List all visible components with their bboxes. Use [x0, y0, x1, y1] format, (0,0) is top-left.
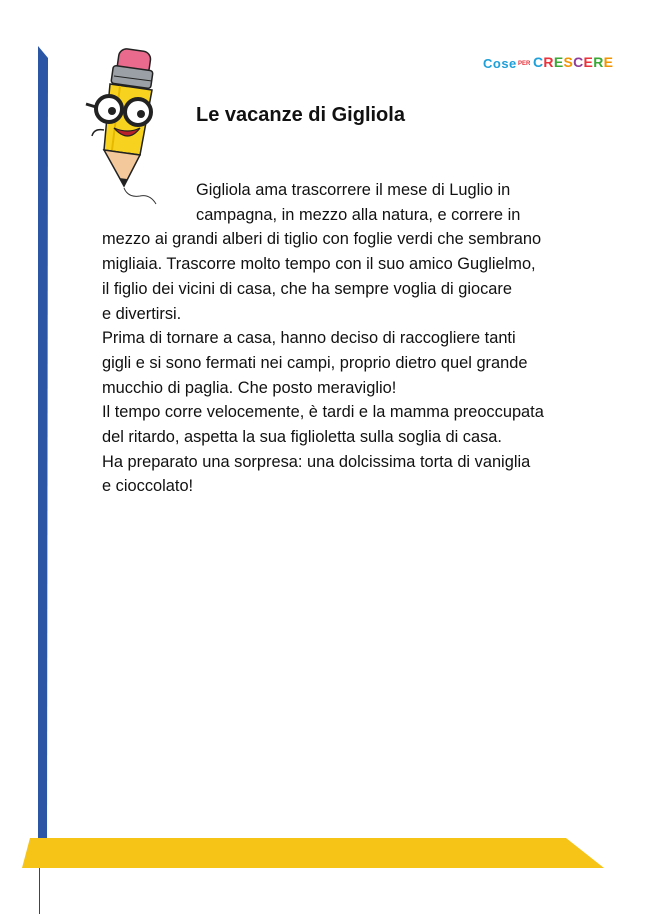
logo-letter: C [533, 54, 544, 70]
text-line: Il tempo corre velocemente, è tardi e la mamma preoccupata [102, 403, 544, 422]
bottom-yellow-ribbon [22, 838, 604, 868]
logo-word-cose: Cose [483, 56, 517, 71]
logo-letter: C [573, 54, 584, 70]
logo-letter: E [583, 54, 594, 70]
text-line: campagna, in mezzo alla natura, e correre in [196, 205, 521, 224]
story-text [102, 178, 627, 499]
text-line: e divertirsi. [102, 304, 182, 323]
logo-letter: E [553, 54, 564, 70]
text-line: gigli e si sono fermati nei campi, proprio dietro quel grande [102, 353, 528, 372]
text-line: del ritardo, aspetta la sua figlioletta sulla soglia di casa. [102, 428, 502, 447]
logo-letter: S [563, 54, 574, 70]
brand-logo [483, 50, 613, 74]
logo-letter: E [603, 54, 614, 70]
page-title: Le vacanze di Gigliola [196, 104, 405, 126]
logo-word-crescere [533, 54, 613, 70]
text-line: mucchio di paglia. Che posto meraviglio! [102, 378, 397, 397]
text-line: mezzo ai grandi alberi di tiglio con foglie verdi che sembrano [102, 230, 542, 249]
text-line: Prima di tornare a casa, hanno deciso di raccogliere tanti [102, 329, 516, 348]
text-line: il figlio dei vicini di casa, che ha sempre voglia di giocare [102, 279, 512, 298]
logo-word-per: PER [518, 61, 531, 67]
text-line: migliaia. Trascorre molto tempo con il suo amico Guglielmo, [102, 255, 536, 274]
text-line: Gigliola ama trascorrere il mese di Luglio in [196, 181, 511, 199]
logo-letter: R [543, 54, 554, 70]
text-line: Ha preparato una sorpresa: una dolcissima torta di vaniglia [102, 452, 531, 471]
text-line: e cioccolato! [102, 477, 194, 496]
logo-letter: R [593, 54, 604, 70]
